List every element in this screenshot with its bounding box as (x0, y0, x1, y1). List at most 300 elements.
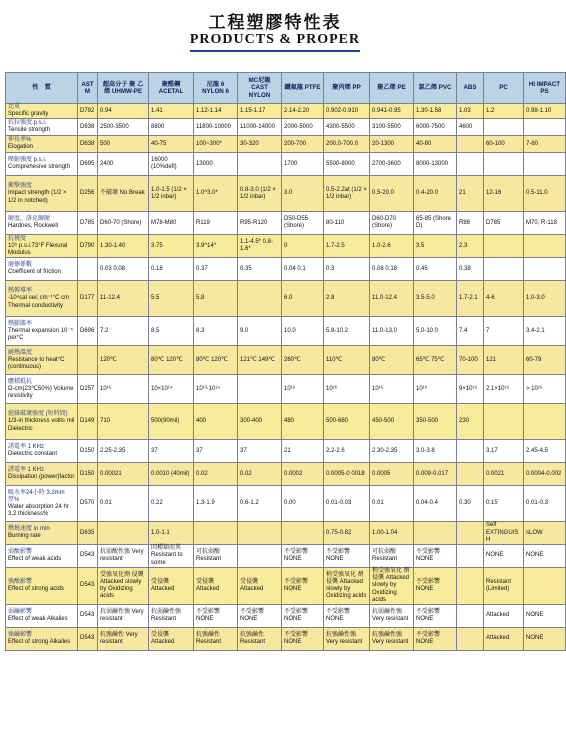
property-name-english: Coefficent of friction (8, 269, 61, 276)
astm-code-cell: D543 (78, 568, 98, 605)
value-cell-abs: 9×10¹⁶ (457, 375, 484, 404)
property-cell (6, 375, 78, 404)
value-cell-ptfe: 0.00 (282, 486, 324, 522)
astm-code-cell: D696 (78, 317, 98, 346)
table-row (6, 104, 566, 119)
value-cell-pvc: 3.5 (414, 235, 457, 258)
value-cell-pvc: 1.30-1.58 (414, 104, 457, 119)
table-row (6, 281, 566, 317)
value-cell-uhmw: 1.30-1.40 (98, 235, 149, 258)
value-cell-pp: 0.75-0.82 (324, 522, 370, 545)
astm-code-cell: D790 (78, 235, 98, 258)
value-cell-mc: 受侵襲 Attacked (238, 568, 282, 605)
value-cell-nylon6: 1.3-1.9 (194, 486, 238, 522)
value-cell-pe: 0.0005 (370, 463, 414, 486)
value-cell-nylon6: 13000 (194, 153, 238, 176)
value-cell-pc: 0.15 (484, 486, 524, 522)
table-row (6, 212, 566, 235)
value-cell-pp: 80-110 (324, 212, 370, 235)
value-cell-mc: 0.6-1.2 (238, 486, 282, 522)
value-cell-hips: M70, R-118 (524, 212, 566, 235)
value-cell-pvc: 8000-13000 (414, 153, 457, 176)
property-name-chinese: 抗拉強度 p.s.i. (8, 120, 47, 127)
value-cell-acetal: 抗弱鹼性強 Resistant (149, 605, 194, 628)
value-cell-ptfe (282, 522, 324, 545)
property-name-chinese: 強酸影響 (8, 578, 33, 585)
value-cell-mc: 30-320 (238, 136, 282, 153)
value-cell-acetal: 8.5 (149, 317, 194, 346)
column-header-acetal: 聚醛鋼 ACETAL (149, 73, 194, 104)
value-cell-pp: 不受影響 NONE (324, 545, 370, 568)
value-cell-pc: 3.17 (484, 440, 524, 463)
value-cell-pc (484, 235, 524, 258)
value-cell-acetal: 0.22 (149, 486, 194, 522)
table-row (6, 375, 566, 404)
value-cell-acetal: 0.0010 (40mil) (149, 463, 194, 486)
value-cell-pc: Self EXTINGUISH (484, 522, 524, 545)
property-name-english: Water absorption 24 hr 3.2 thickness% (8, 503, 69, 518)
value-cell-uhmw: 7.2 (98, 317, 149, 346)
value-cell-pe: 11.0-13.0 (370, 317, 414, 346)
value-cell-nylon6: 不受影響 NONE (194, 605, 238, 628)
value-cell-pp: 稍受強氧化 劑侵襲 Attacked slowly by Oxidizing acids (324, 568, 370, 605)
value-cell-ptfe: 10¹⁸ (282, 375, 324, 404)
property-cell (6, 317, 78, 346)
value-cell-pe: 可抗弱酸 Resistant (370, 545, 414, 568)
value-cell-hips (524, 119, 566, 136)
property-name-english: Specific gravity (8, 111, 49, 118)
value-cell-pvc: 65℃ 75℃ (414, 346, 457, 375)
value-cell-pvc: 不受影響 NONE (414, 568, 457, 605)
table-row (6, 317, 566, 346)
property-name-chinese: 誘電率 1 KHz (8, 467, 45, 474)
value-cell-pc: 4-6 (484, 281, 524, 317)
value-cell-acetal: 8800 (149, 119, 194, 136)
value-cell-abs: R86 (457, 212, 484, 235)
page-title-chinese: 工程塑膠特性表 (208, 13, 342, 33)
column-header-pc: PC (484, 73, 524, 104)
value-cell-pvc: 5.0-10.0 (414, 317, 457, 346)
table-row (6, 346, 566, 375)
value-cell-pvc: 0.009-0.017 (414, 463, 457, 486)
astm-code-cell: D543 (78, 628, 98, 651)
astm-code-cell: D785 (78, 212, 98, 235)
value-cell-pp: 0.3 (324, 258, 370, 281)
value-cell-hips: 0.01-0.3 (524, 486, 566, 522)
property-cell (6, 605, 78, 628)
value-cell-hips: sLOW (524, 522, 566, 545)
value-cell-pvc: 3.5-5.0 (414, 281, 457, 317)
value-cell-mc: 121℃ 149℃ (238, 346, 282, 375)
property-name-english: Effect of weak acids (8, 556, 62, 563)
property-cell (6, 440, 78, 463)
value-cell-hips: NONE (524, 605, 566, 628)
value-cell-pe: 10¹⁶ (370, 375, 414, 404)
value-cell-ptfe: 0.0002 (282, 463, 324, 486)
property-cell (6, 212, 78, 235)
value-cell-pp: 500-680 (324, 404, 370, 440)
property-cell (6, 522, 78, 545)
value-cell-hips: 1.0-3.0 (524, 281, 566, 317)
value-cell-nylon6: 1.0^3.0* (194, 176, 238, 212)
value-cell-abs (457, 153, 484, 176)
value-cell-pvc: 350-500 (414, 404, 457, 440)
property-cell (6, 104, 78, 119)
value-cell-ptfe: 260℃ (282, 346, 324, 375)
value-cell-pp: 0.5-2.2at (1/2 × 1/2 inbar) (324, 176, 370, 212)
value-cell-abs: 0.30 (457, 486, 484, 522)
value-cell-pe: 2.30-2.35 (370, 440, 414, 463)
value-cell-abs (457, 545, 484, 568)
column-header-pp: 聚丙烯 PP (324, 73, 370, 104)
value-cell-pvc: 65-85 (Shore D) (414, 212, 457, 235)
value-cell-abs (457, 522, 484, 545)
value-cell-mc: 0.35 (238, 258, 282, 281)
value-cell-pvc: 40-80 (414, 136, 457, 153)
column-header-abs: ABS (457, 73, 484, 104)
value-cell-ptfe: 200-700 (282, 136, 324, 153)
value-cell-pvc: 3.0-3.8 (414, 440, 457, 463)
value-cell-uhmw: 0.00021 (98, 463, 149, 486)
value-cell-ptfe: 不受影響 NONE (282, 545, 324, 568)
value-cell-ptfe: 2000-5000 (282, 119, 324, 136)
value-cell-hips: NONE (524, 628, 566, 651)
property-name-chinese: 吸水率24小時 3.2mm厚% (8, 489, 65, 503)
value-cell-nylon6: 1.12-1.14 (194, 104, 238, 119)
value-cell-ptfe: 不受影響 NONE (282, 628, 324, 651)
value-cell-hips: 60-79 (524, 346, 566, 375)
property-name-english: Dielectric constant (8, 451, 58, 458)
value-cell-acetal: 因種類而異 Resistant to some (149, 545, 194, 568)
table-row (6, 486, 566, 522)
value-cell-pp: 0.01-0.03 (324, 486, 370, 522)
value-cell-uhmw: 710 (98, 404, 149, 440)
table-row (6, 522, 566, 545)
value-cell-acetal: 40-75 (149, 136, 194, 153)
property-name-english: 1/3-in thickness volits mil Dielectric (8, 418, 75, 432)
value-cell-pe: 抗強鹼性強 Very resistant (370, 628, 414, 651)
value-cell-hips: 0.0004-0.002 (524, 463, 566, 486)
value-cell-ptfe: 2.14-2.20 (282, 104, 324, 119)
value-cell-hips: 3.4-2.1 (524, 317, 566, 346)
value-cell-acetal: 受侵襲 Attacked (149, 568, 194, 605)
property-name-english: Thermal expansion 10⁻⁵ per°C (8, 327, 74, 341)
property-name-chinese: 誘電率 1 KHz (8, 444, 45, 451)
value-cell-pc: Attacked (484, 628, 524, 651)
value-cell-ptfe: 不受影響 NONE (282, 568, 324, 605)
property-cell (6, 136, 78, 153)
value-cell-nylon6: 可抗弱酸 Resistant (194, 545, 238, 568)
property-name-english: Effect of strong Alkailes (8, 639, 71, 646)
value-cell-ptfe: 3.0 (282, 176, 324, 212)
table-row (6, 136, 566, 153)
astm-code-cell: D543 (78, 605, 98, 628)
value-cell-pp: 0.0005-0 0018 (324, 463, 370, 486)
value-cell-pe: 3100-5500 (370, 119, 414, 136)
value-cell-acetal: 16000 (10%defl) (149, 153, 194, 176)
value-cell-mc (238, 522, 282, 545)
value-cell-acetal: 0.18 (149, 258, 194, 281)
value-cell-pvc: 0.45 (414, 258, 457, 281)
value-cell-hips: 0.98-1.10 (524, 104, 566, 119)
property-cell (6, 628, 78, 651)
value-cell-mc: 11000-14000 (238, 119, 282, 136)
value-cell-pp: 4300-5500 (324, 119, 370, 136)
astm-code-cell: D149 (78, 404, 98, 440)
table-row (6, 119, 566, 136)
value-cell-mc: 1.15-1.17 (238, 104, 282, 119)
property-name-chinese: 伸長率% (8, 137, 32, 144)
value-cell-pe: 0.08 0.18 (370, 258, 414, 281)
value-cell-uhmw: 受強氧化劑 侵襲 Attacked slowly by Oxidizing acids (98, 568, 149, 605)
value-cell-acetal: 500(90mil) (149, 404, 194, 440)
title-underline (190, 50, 360, 52)
value-cell-pvc: 不受影響 NONE (414, 628, 457, 651)
astm-code-cell: D638 (78, 119, 98, 136)
value-cell-pe: 11.0-12.4 (370, 281, 414, 317)
property-cell (6, 258, 78, 281)
value-cell-acetal: M78-M80 (149, 212, 194, 235)
value-cell-pp: 200.0-700.0 (324, 136, 370, 153)
property-name-chinese: 體積抵抗 (8, 378, 33, 385)
property-name-english: Effect of weak Alkalies (8, 616, 68, 623)
table-row (6, 568, 566, 605)
value-cell-mc: 9.0 (238, 317, 282, 346)
value-cell-mc: R95-R120 (238, 212, 282, 235)
value-cell-pvc (414, 522, 457, 545)
property-name-english: Impact strength (1/2 × 1/2 in notched) (8, 190, 67, 204)
value-cell-mc (238, 545, 282, 568)
value-cell-nylon6: 3.9^14* (194, 235, 238, 258)
value-cell-pe: 抗弱鹼性強 Very resistant (370, 605, 414, 628)
value-cell-hips (524, 258, 566, 281)
value-cell-uhmw: 500 (98, 136, 149, 153)
table-row (6, 176, 566, 212)
astm-code-cell: D256 (78, 176, 98, 212)
value-cell-abs (457, 605, 484, 628)
value-cell-pp: 5500-8000 (324, 153, 370, 176)
value-cell-uhmw: D60-70 (Shore) (98, 212, 149, 235)
value-cell-abs (457, 463, 484, 486)
table-body (6, 104, 566, 651)
astm-code-cell: D150 (78, 440, 98, 463)
property-cell (6, 235, 78, 258)
value-cell-hips (524, 153, 566, 176)
value-cell-pc: Attacked (484, 605, 524, 628)
table-row (6, 463, 566, 486)
value-cell-nylon6: 抗強鹼性 Resistant (194, 628, 238, 651)
table-header-row (6, 73, 566, 104)
property-cell (6, 153, 78, 176)
property-name-chinese: 熱膨脹率 (8, 320, 33, 327)
property-name-chinese: 熱傳導率 (8, 288, 33, 295)
property-cell (6, 545, 78, 568)
value-cell-ptfe: 0.04 0.1 (282, 258, 324, 281)
value-cell-pe: 稍受強氧化 劑侵襲 Attacked slowly by Oxidizing acids (370, 568, 414, 605)
value-cell-pvc: 6000-7500 (414, 119, 457, 136)
value-cell-mc: 不受影響 NONE (238, 605, 282, 628)
value-cell-pe: 1.0-2.6 (370, 235, 414, 258)
property-name-chinese: 硬度，洛克爾硬 (8, 216, 51, 223)
value-cell-pe: 1.00-1.04 (370, 522, 414, 545)
value-cell-pc (484, 258, 524, 281)
value-cell-pc: Resistant (Limited) (484, 568, 524, 605)
property-name-chinese: 耐熱溫度 (8, 349, 33, 356)
value-cell-pp: 抗強鹼性強 Very resistant (324, 628, 370, 651)
property-name-english: 10⁵ p.s.i.73°F Flexural Modulus (8, 242, 68, 256)
value-cell-hips (524, 235, 566, 258)
value-cell-ptfe: 480 (282, 404, 324, 440)
table-row (6, 440, 566, 463)
value-cell-abs: 230 (457, 404, 484, 440)
property-name-chinese: 衝擊強度 (8, 183, 33, 190)
value-cell-pc: D785 (484, 212, 524, 235)
value-cell-acetal: 10×10¹⁴ (149, 375, 194, 404)
property-name-chinese: 磨擦係數 (8, 262, 33, 269)
column-header-pvc: 氯乙烯 PVC (414, 73, 457, 104)
value-cell-nylon6: 10¹³-10¹⁴ (194, 375, 238, 404)
value-cell-acetal: 1.41 (149, 104, 194, 119)
value-cell-abs: 1.7-2.1 (457, 281, 484, 317)
value-cell-abs: 2.3 (457, 235, 484, 258)
value-cell-pc: NONE (484, 545, 524, 568)
value-cell-nylon6: 400 (194, 404, 238, 440)
value-cell-mc: 1.1-4.5* 0.8-1.6* (238, 235, 282, 258)
value-cell-acetal: 受侵襲 Attacked (149, 628, 194, 651)
table-row (6, 545, 566, 568)
property-name-english: -10⁴cal sec cm⁻¹°C cm Thermal conductivity (8, 295, 70, 309)
value-cell-pvc: 不受影響 NONE (414, 545, 457, 568)
property-name-chinese: 強鹼影響 (8, 631, 33, 638)
value-cell-pp: 2.8 (324, 281, 370, 317)
astm-code-cell: D543 (78, 545, 98, 568)
value-cell-ptfe: 21 (282, 440, 324, 463)
value-cell-ptfe: 1700 (282, 153, 324, 176)
value-cell-uhmw: 0.94 (98, 104, 149, 119)
value-cell-uhmw: 抗弱酸性強 Very resistant (98, 545, 149, 568)
value-cell-pe: 0.941-0.95 (370, 104, 414, 119)
property-name-english: Tensile strength (8, 127, 51, 134)
value-cell-abs: 4600 (457, 119, 484, 136)
value-cell-nylon6: 80℃ 120℃ (194, 346, 238, 375)
column-header-nylon6: 尼龍 6 NYLON 6 (194, 73, 238, 104)
value-cell-acetal: 80℃ 120℃ (149, 346, 194, 375)
property-name-chinese: 壓縮強度 p.s.i. (8, 157, 47, 164)
value-cell-abs (457, 440, 484, 463)
value-cell-pe: D60-D70 (Shore) (370, 212, 414, 235)
astm-code-cell (78, 346, 98, 375)
property-name-english: Resistance to heat°C (continuous) (8, 356, 65, 370)
value-cell-acetal: 1.0-1.5 (1/2 × 1/2 inbar) (149, 176, 194, 212)
value-cell-pe: 0.5-20.0 (370, 176, 414, 212)
value-cell-abs (457, 136, 484, 153)
value-cell-pc (484, 119, 524, 136)
value-cell-pc: 0.0021 (484, 463, 524, 486)
value-cell-pe: 80℃ (370, 346, 414, 375)
value-cell-nylon6: 受侵襲 Attacked (194, 568, 238, 605)
astm-code-cell (78, 258, 98, 281)
column-header-pe: 聚乙烯 PE (370, 73, 414, 104)
value-cell-nylon6: 100~300* (194, 136, 238, 153)
value-cell-pc: 7 (484, 317, 524, 346)
property-name-chinese: 弱鹼影響 (8, 608, 33, 615)
property-name-chinese: 燃燒速度 in min (8, 526, 50, 532)
value-cell-abs (457, 628, 484, 651)
value-cell-abs: 1.03 (457, 104, 484, 119)
value-cell-abs: 7.4 (457, 317, 484, 346)
property-name-english: Hardnes, Rockwell (8, 223, 59, 230)
value-cell-uhmw: 2500-3500 (98, 119, 149, 136)
value-cell-pe: 0.01 (370, 486, 414, 522)
value-cell-nylon6: 11800-10000 (194, 119, 238, 136)
property-name-english: Dissipation (power)factor (8, 474, 75, 481)
value-cell-pe: 20-1300 (370, 136, 414, 153)
value-cell-uhmw: 2.25-2.35 (98, 440, 149, 463)
value-cell-pc: 2.1×10¹⁶ (484, 375, 524, 404)
column-header-hips: HI IMPACT PS (524, 73, 566, 104)
value-cell-mc: 300-400 (238, 404, 282, 440)
property-cell (6, 119, 78, 136)
value-cell-pvc: 0.4-20.0 (414, 176, 457, 212)
value-cell-hips: 7-60 (524, 136, 566, 153)
table-row (6, 258, 566, 281)
value-cell-pp: 不受影響 NONE (324, 605, 370, 628)
property-cell (6, 346, 78, 375)
value-cell-nylon6 (194, 522, 238, 545)
value-cell-pvc: 不受影響 NONE (414, 605, 457, 628)
value-cell-uhmw: 不破壞 No Break (98, 176, 149, 212)
page-title-english: PRODUCTS & PROPER (189, 32, 361, 47)
value-cell-mc: 抗強鹼性 Resistant (238, 628, 282, 651)
value-cell-uhmw: 抗強鹼性 Very resistant (98, 628, 149, 651)
value-cell-acetal: 5.5 (149, 281, 194, 317)
value-cell-pc (484, 153, 524, 176)
value-cell-acetal: 3.75 (149, 235, 194, 258)
value-cell-pvc: 0.04-0.4 (414, 486, 457, 522)
astm-code-cell: D570 (78, 486, 98, 522)
value-cell-ptfe: 0 (282, 235, 324, 258)
property-name-chinese: 抗撓度 (8, 235, 27, 242)
value-cell-hips: 0.5-11.0 (524, 176, 566, 212)
astm-code-cell: D150 (78, 463, 98, 486)
value-cell-pp: 2.2-2.6 (324, 440, 370, 463)
value-cell-mc (238, 375, 282, 404)
table-row (6, 235, 566, 258)
value-cell-nylon6: 37 (194, 440, 238, 463)
value-cell-abs: 0.38 (457, 258, 484, 281)
value-cell-pvc: 10¹⁶ (414, 375, 457, 404)
property-name-chinese: 絕緣破壞強度 (短時間) (8, 411, 68, 418)
value-cell-acetal: 1.0-1.1 (149, 522, 194, 545)
value-cell-pc (484, 404, 524, 440)
astm-code-cell: D635 (78, 522, 98, 545)
column-header-uhmw: 超高分子 聚 乙 烯 UHMW-PE (98, 73, 149, 104)
value-cell-uhmw (98, 522, 149, 545)
table-row (6, 153, 566, 176)
value-cell-abs: 70-100 (457, 346, 484, 375)
properties-table (5, 72, 566, 651)
astm-code-cell: D695 (78, 153, 98, 176)
value-cell-pp: 5.8-10.2 (324, 317, 370, 346)
value-cell-nylon6: 5.8 (194, 281, 238, 317)
value-cell-acetal: 37 (149, 440, 194, 463)
property-name-english: Ω-cm(23℃50%) Volume resistivity (8, 385, 74, 399)
value-cell-hips (524, 404, 566, 440)
value-cell-pp: 110℃ (324, 346, 370, 375)
property-name-chinese: 比重 (8, 104, 21, 110)
value-cell-uhmw: 2400 (98, 153, 149, 176)
property-name-english: Effect of strong acids (8, 586, 64, 593)
